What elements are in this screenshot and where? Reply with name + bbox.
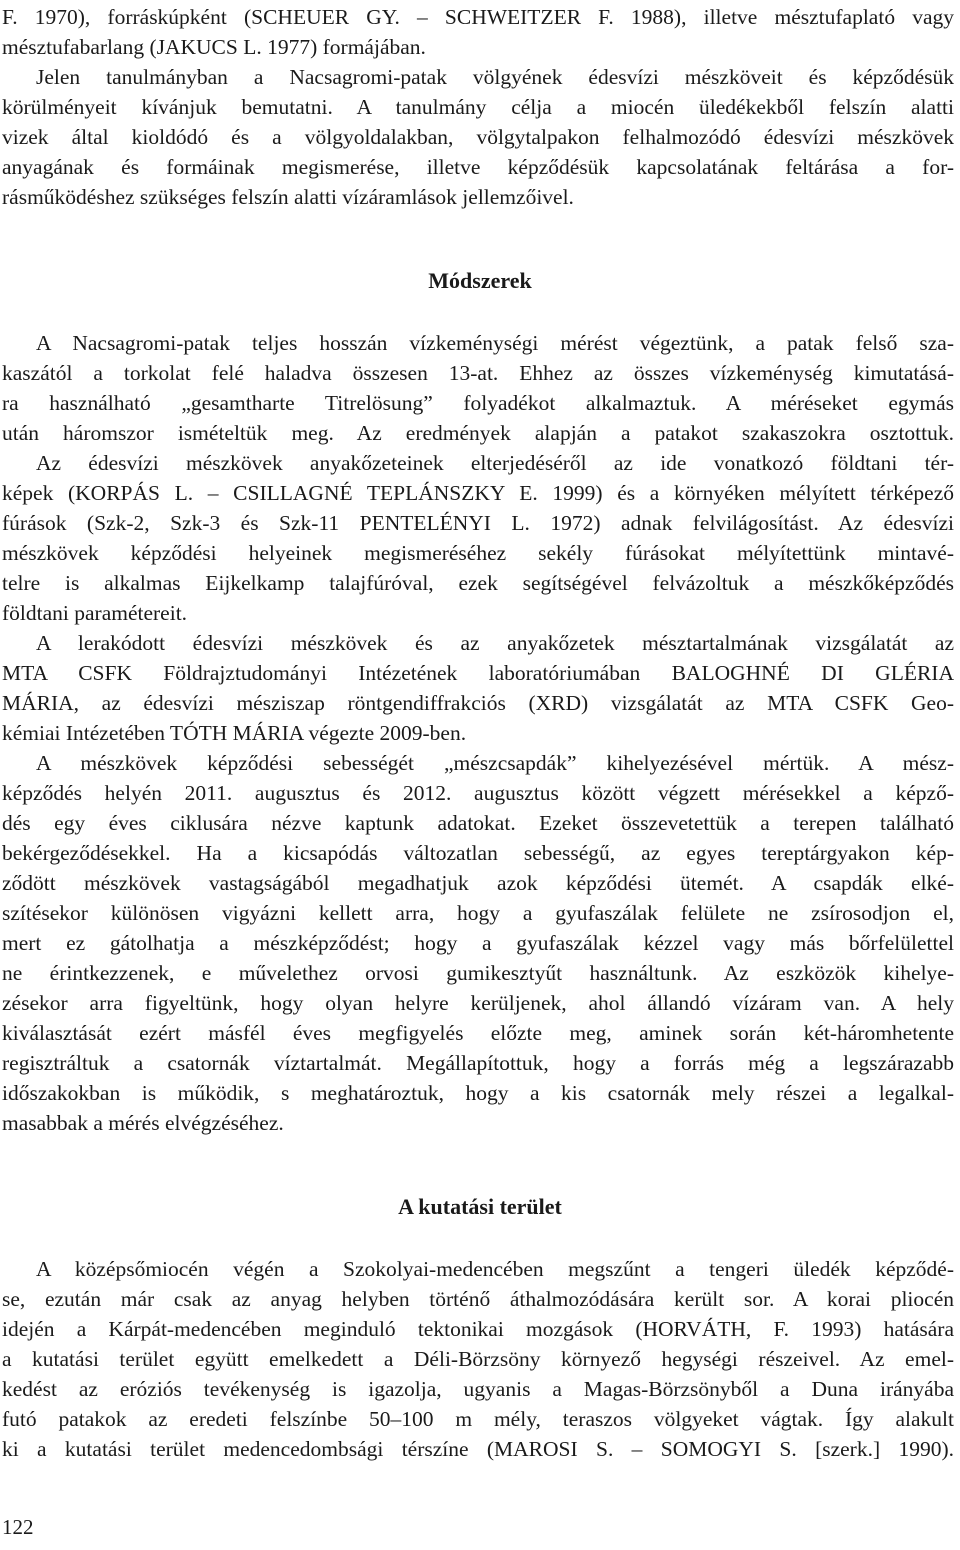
text-line: képek (KORPÁS L. – CSILLAGNÉ TEPLÁNSZKY E. 1999) és a környéken mélyített térképező [2,481,954,505]
text-line: MTA CSFK Földrajztudományi Intézetének laboratóriumában BALOGHNÉ DI GLÉRIA [2,661,954,685]
text-line: bekérgeződésekkel. Ha a kicsapódás változatlan sebességű, az egyes tereptárgyakon kép- [2,841,954,865]
text-line: A Nacsagromi-patak teljes hosszán vízkeménységi mérést végeztünk, a patak felső sza- [36,331,954,355]
text-line: A középsőmiocén végén a Szokolyai-medencében megszűnt a tengeri üledék képződé- [36,1257,954,1281]
text-line: mészkövek képződési helyeinek megismeréséhez sekély fúrásokat mélyítettünk mintavé- [2,541,954,565]
text-line: Jelen tanulmányban a Nacsagromi-patak völgyének édesvízi mészköveit és képződésük [36,65,954,89]
text-line: A lerakódott édesvízi mészkövek és az anyakőzetek mésztartalmának vizsgálatát az [36,631,954,655]
text-line: kaszától a torkolat felé haladva összesen 13-at. Ehhez az összes vízkeménység kimutatásá- [2,361,954,385]
text-line: mésztufabarlang (JAKUCS L. 1977) formájában. [2,35,426,59]
text-line: rásműködéshez szükséges felszín alatti vízáramlások jellemzőivel. [2,185,574,209]
text-line: ki a kutatási terület medencedombsági térszíne (MAROSI S. – SOMOGYI S. [szerk.] 1990). [2,1437,954,1461]
text-line: mert ez gátolhatja a mészképződést; hogy a gyufaszálak kézzel vagy más bőrfelülettel [2,931,954,955]
text-line: anyagának és formáinak megismerése, illetve képződésük kapcsolatának feltárása a for- [2,155,954,179]
text-line: regisztráltuk a csatornák víztartalmát. Megállapítottuk, hogy a forrás még a legszárazabb [2,1051,954,1075]
text-line: dés egy éves ciklusára nézve kaptunk adatokat. Ezeket összevetettük a terepen található [2,811,954,835]
text-line: ne érintkezzenek, e művelethez orvosi gumikesztyűt használtunk. Az eszközök kihelye- [2,961,954,985]
text-line: A mészkövek képződési sebességét „mészcsapdák” kihelyezésével mértük. A mész- [36,751,954,775]
text-line: szítésekor különösen vigyázni kellett arra, hogy a gyufaszálak felülete ne zsírosodjon el, [2,901,954,925]
text-line: telre is alkalmas Eijkelkamp talajfúróval, ezek segítségével felvázoltuk a mészkőképződés [2,571,954,595]
text-line: se, ezután már csak az anyag helyben történő áthalmozódására került sor. A korai pliocén [2,1287,954,1311]
text-line: idején a Kárpát-medencében meginduló tektonikai mozgások (HORVÁTH, F. 1993) hatására [2,1317,954,1341]
text-line: masabbak a mérés elvégzéséhez. [2,1111,284,1135]
text-line: ra használható „gesamtharte Titrelösung” folyadékot alkalmaztuk. A méréseket egymás [2,391,954,415]
text-line: ződött mészkövek vastagságából megadhatjuk azok képződési ütemét. A csapdák elké- [2,871,954,895]
text-line: után háromszor ismételtük meg. Az eredmények alapján a patakot szakaszokra osztottuk. [2,421,954,445]
section-heading: Módszerek [428,268,532,293]
text-line: körülményeit kívánjuk bemutatni. A tanulmány célja a miocén üledékekből felszín alatti [2,95,954,119]
text-line: kedést az eróziós tevékenység is igazolja, ugyanis a Magas-Börzsönyből a Duna irányába [2,1377,954,1401]
text-line: vizek által kioldódó és a völgyoldalakban, völgytalpakon felhalmozódó édesvízi mészkövek [2,125,954,149]
text-line: földtani paramétereit. [2,601,188,625]
text-line: fúrások (Szk-2, Szk-3 és Szk-11 PENTELÉNYI L. 1972) adnak felvilágosítást. Az édesvízi [2,511,954,535]
text-line: zésekor arra figyeltünk, hogy olyan helyre kerüljenek, ahol állandó vízáram van. A hely [2,991,954,1015]
text-line: időszakokban is működik, s meghatároztuk, hogy a kis csatornák mely részei a legalkal- [2,1081,954,1105]
text-line: MÁRIA, az édesvízi mésziszap röntgendiffrakciós (XRD) vizsgálatát az MTA CSFK Geo- [2,691,954,715]
text-line: Az édesvízi mészkövek anyakőzeteinek elterjedéséről az ide vonatkozó földtani tér- [36,451,954,475]
page-number: 122 [2,1515,34,1539]
text-line: F. 1970), forráskúpként (SCHEUER GY. – SCHWEITZER F. 1988), illetve mésztufaplató vagy [2,5,954,29]
text-line: a kutatási terület együtt emelkedett a Déli-Börzsöny környező hegységi részeivel. Az emel- [2,1347,954,1371]
text-line: futó patakok az eredeti felszínbe 50–100 m mély, teraszos völgyeket vágtak. Így alakult [2,1407,954,1431]
text-line: kémiai Intézetében TÓTH MÁRIA végezte 2009-ben. [2,721,467,745]
section-heading: A kutatási terület [398,1194,562,1219]
text-line: képződés helyén 2011. augusztus és 2012. augusztus között végzett mérésekkel a képző- [2,781,954,805]
text-line: kiválasztását ezért másfél éves megfigyelés előzte meg, aminek során két-háromhetente [2,1021,954,1045]
